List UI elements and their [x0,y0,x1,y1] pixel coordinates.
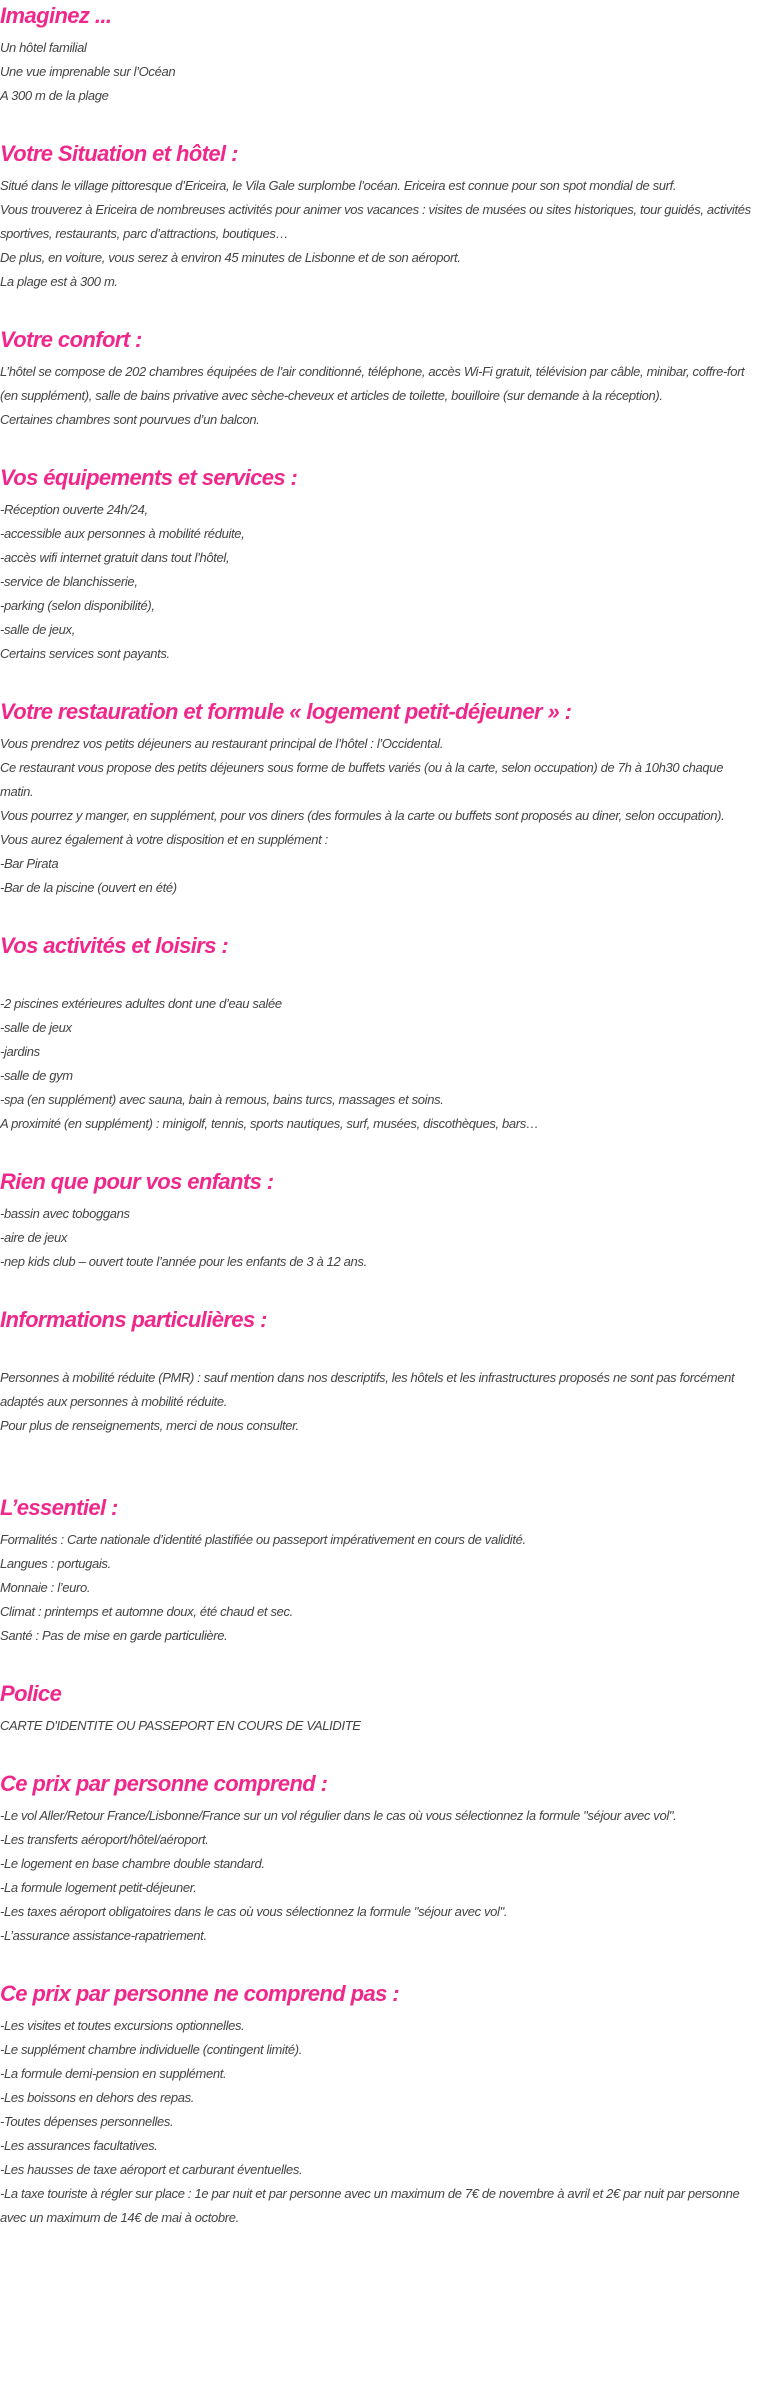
section-title: Vos activités et loisirs : [0,933,229,958]
section-body [0,498,758,666]
section-title: Imaginez ... [0,3,112,28]
body-line: -La formule demi-pension en supplément. [0,2066,227,2081]
body-line: -La taxe touriste à régler sur place : 1e par nuit et par personne avec un maximum de 7€ de novembre à avril et 2€ par nuit par personne avec un maximum de 14€ de mai à octobre. [0,2186,740,2225]
body-line: -Les boissons en dehors des repas. [0,2090,195,2105]
body-line: Vous pourrez y manger, en supplément, pour vos diners (des formules à la carte ou buffets sont proposés au diner, selon occupation). [0,808,725,823]
section-title: Votre restauration et formule « logement petit-déjeuner » : [0,699,572,724]
section-situation [0,138,758,294]
body-line: Monnaie : l’euro. [0,1580,91,1595]
section-body [0,2014,758,2230]
body-line: -Les taxes aéroport obligatoires dans le cas où vous sélectionnez la formule "séjour avec vol". [0,1904,508,1919]
body-line: Formalités : Carte nationale d’identité plastifiée ou passeport impérativement en cours de validité. [0,1532,526,1547]
body-line: -Le logement en base chambre double standard. [0,1856,265,1871]
body-line: -Réception ouverte 24h/24, [0,502,148,517]
section-title: Police [0,1681,62,1706]
section-title: Votre confort : [0,327,142,352]
body-line: -spa (en supplément) avec sauna, bain à remous, bains turcs, massages et soins. [0,1092,444,1107]
section-imaginez [0,0,758,108]
body-line: -salle de gym [0,1068,73,1083]
body-line: Vous prendrez vos petits déjeuners au restaurant principal de l’hôtel : l’Occidental. [0,736,444,751]
body-line: L’hôtel se compose de 202 chambres équipées de l’air conditionné, téléphone, accès Wi-Fi gratuit, télévision par câble, minibar, coffre-fort (en supplément), salle de bains privative avec sèche-cheveux et articles de toilette, bouilloire (sur demande à la réception). [0,364,745,403]
section-body [0,732,758,900]
section-prix-comprend [0,1768,758,1948]
body-line: Climat : printemps et automne doux, été chaud et sec. [0,1604,293,1619]
section-activites-loisirs [0,930,758,1136]
section-title: Informations particulières : [0,1307,267,1332]
body-line: -Le vol Aller/Retour France/Lisbonne/France sur un vol régulier dans le cas où vous sélectionnez la formule "séjour avec vol". [0,1808,677,1823]
body-line: -accès wifi internet gratuit dans tout l’hôtel, [0,550,230,565]
section-body [0,174,758,294]
body-line: -Les hausses de taxe aéroport et carburant éventuelles. [0,2162,303,2177]
body-line: Pour plus de renseignements, merci de nous consulter. [0,1418,299,1433]
body-line: -Les assurances facultatives. [0,2138,158,2153]
body-line: CARTE D'IDENTITE OU PASSEPORT EN COURS DE VALIDITE [0,1718,361,1733]
body-line: La plage est à 300 m. [0,274,118,289]
body-line: -nep kids club – ouvert toute l’année pour les enfants de 3 à 12 ans. [0,1254,367,1269]
body-line: -jardins [0,1044,40,1059]
body-line: -La formule logement petit-déjeuner. [0,1880,197,1895]
body-line: -L’assurance assistance-rapatriement. [0,1928,207,1943]
section-equipements-services [0,462,758,666]
section-title: Vos équipements et services : [0,465,298,490]
section-body [0,1804,758,1948]
body-line: -accessible aux personnes à mobilité réduite, [0,526,245,541]
section-title: Ce prix par personne ne comprend pas : [0,1981,399,2006]
section-restauration [0,696,758,900]
body-line: Un hôtel familial [0,40,87,55]
body-line: -salle de jeux [0,1020,72,1035]
section-enfants [0,1166,758,1274]
body-line: -service de blanchisserie, [0,574,138,589]
body-line: Vous trouverez à Ericeira de nombreuses activités pour animer vos vacances : visites de musées ou sites historiques, tour guidés, activités sportives, restaurants, parc d’attractions, boutiques… [0,202,751,241]
body-line: Langues : portugais. [0,1556,111,1571]
body-line: Vous aurez également à votre disposition et en supplément : [0,832,328,847]
body-line: Situé dans le village pittoresque d’Ericeira, le Vila Gale surplombe l’océan. Ericeira est connue pour son spot mondial de surf. [0,178,677,193]
section-title: Ce prix par personne comprend : [0,1771,328,1796]
body-line: -2 piscines extérieures adultes dont une d’eau salée [0,996,282,1011]
section-police [0,1678,758,1738]
section-essentiel [0,1492,758,1648]
body-line: Santé : Pas de mise en garde particulière. [0,1628,228,1643]
section-title: Rien que pour vos enfants : [0,1169,274,1194]
body-line: Personnes à mobilité réduite (PMR) : sauf mention dans nos descriptifs, les hôtels et les infrastructures proposés ne sont pas forcément adaptés aux personnes à mobilité réduite. [0,1370,735,1409]
section-title: L’essentiel : [0,1495,118,1520]
body-line: -Les visites et toutes excursions optionnelles. [0,2018,245,2033]
body-line: -bassin avec toboggans [0,1206,130,1221]
section-body [0,36,758,108]
section-informations-particulieres [0,1304,758,1438]
body-line: A proximité (en supplément) : minigolf, tennis, sports nautiques, surf, musées, discothèques, bars… [0,1116,539,1131]
body-line: -Les transferts aéroport/hôtel/aéroport. [0,1832,209,1847]
body-line: -Bar Pirata [0,856,59,871]
body-line: -salle de jeux, [0,622,75,637]
body-line: -aire de jeux [0,1230,67,1245]
body-line: Une vue imprenable sur l’Océan [0,64,176,79]
body-line: A 300 m de la plage [0,88,109,103]
body-line: Certaines chambres sont pourvues d’un balcon. [0,412,260,427]
body-line: De plus, en voiture, vous serez à environ 45 minutes de Lisbonne et de son aéroport. [0,250,461,265]
body-line: -parking (selon disponibilité), [0,598,155,613]
section-body [0,1528,758,1648]
body-line: Certains services sont payants. [0,646,170,661]
section-prix-ne-comprend-pas [0,1978,758,2230]
section-body [0,1202,758,1274]
body-line: -Le supplément chambre individuelle (contingent limité). [0,2042,302,2057]
body-line: -Bar de la piscine (ouvert en été) [0,880,177,895]
section-confort [0,324,758,432]
section-body [0,360,758,432]
section-title: Votre Situation et hôtel : [0,141,238,166]
body-line: Ce restaurant vous propose des petits déjeuners sous forme de buffets variés (ou à la carte, selon occupation) de 7h à 10h30 chaque matin. [0,760,724,799]
section-body [0,1714,758,1738]
body-line: -Toutes dépenses personnelles. [0,2114,174,2129]
section-body [0,992,758,1136]
section-body [0,1366,758,1438]
